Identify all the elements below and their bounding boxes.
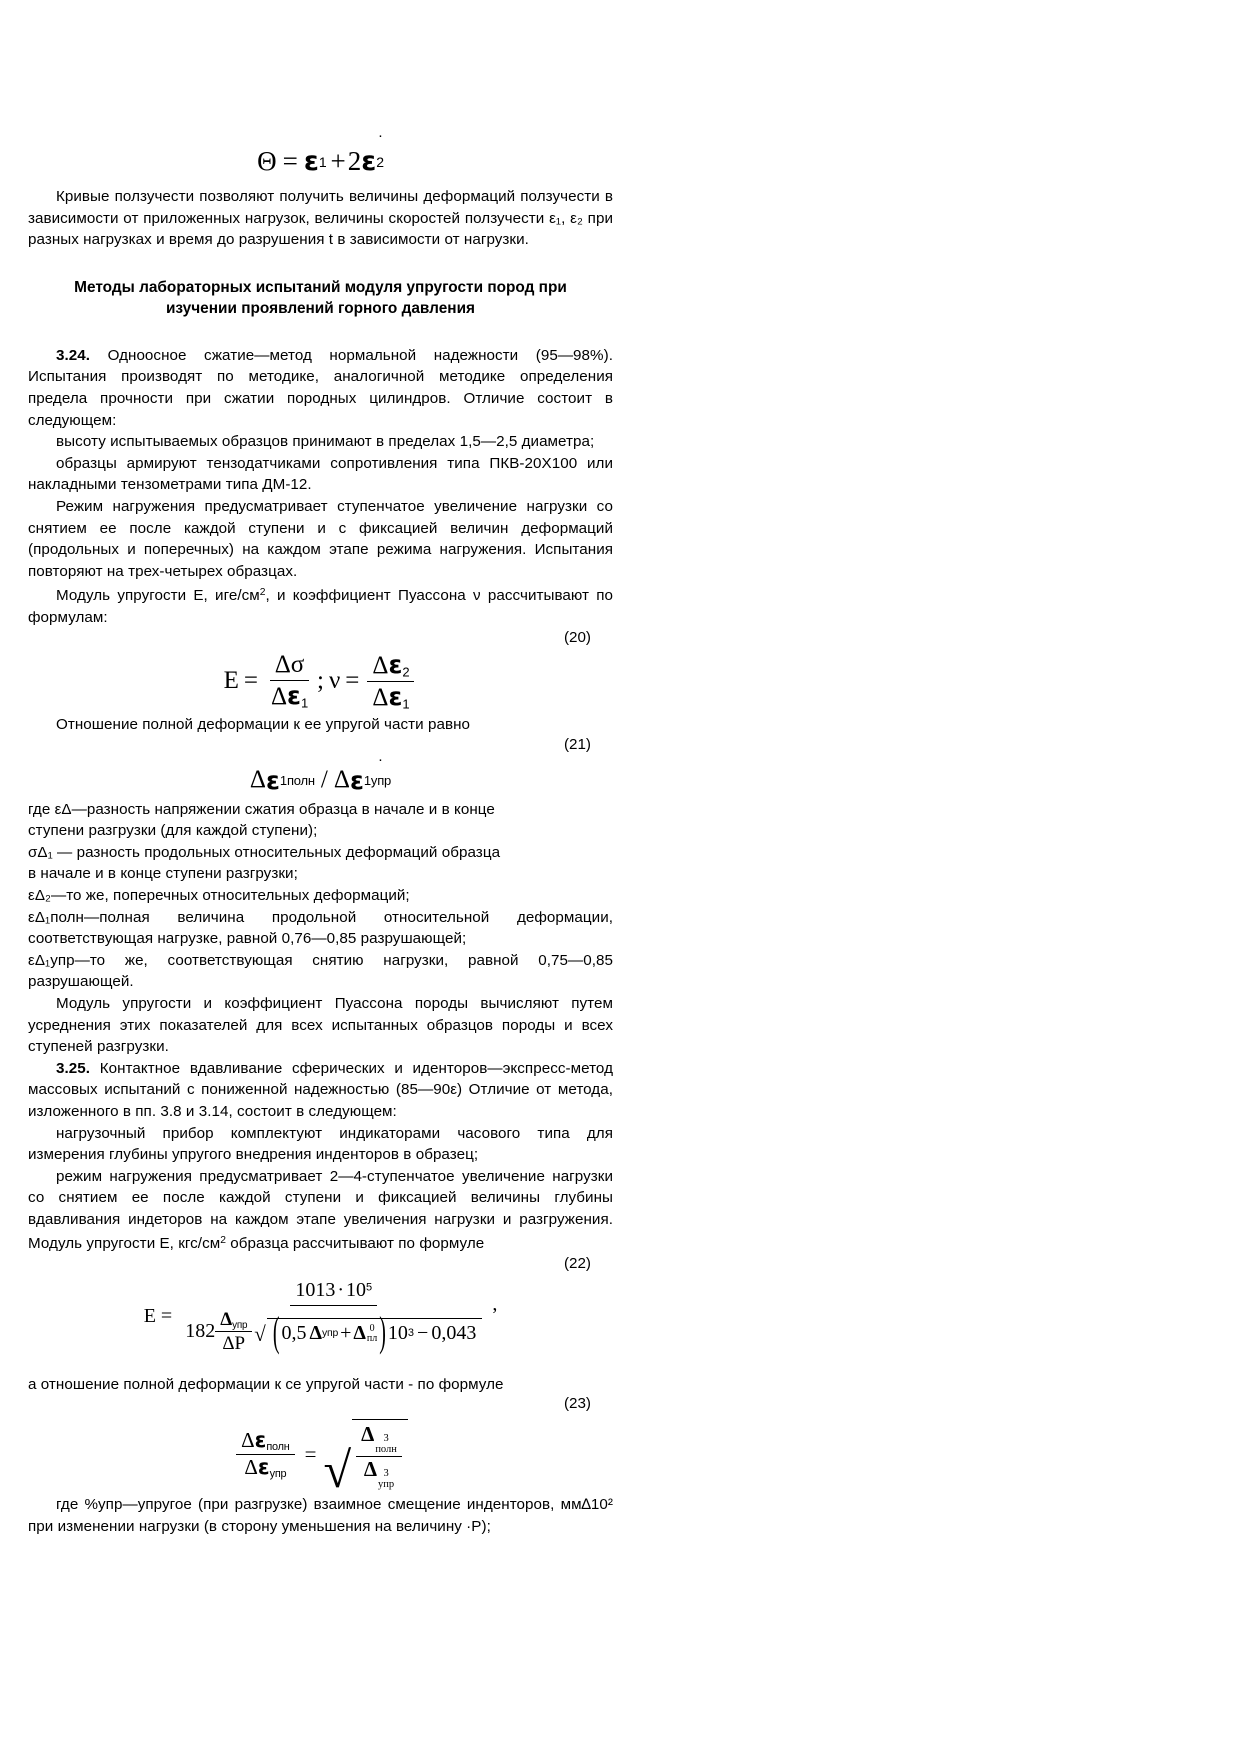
eq20-equals-2: = xyxy=(345,667,360,695)
eq20-numerator: Δσ xyxy=(270,651,310,681)
eq22-inner-delta2: Δ xyxy=(353,1322,366,1345)
eq23-lhs-num-eps: ε xyxy=(254,1428,267,1453)
eq20-n-delta: Δ xyxy=(372,651,389,679)
eq22-inner-delta2-scripts xyxy=(366,1324,377,1344)
eq22-delta-upr xyxy=(215,1309,252,1333)
eq20-right-denominator xyxy=(367,682,414,712)
eq23-r-num-sup: 3 xyxy=(383,1433,389,1445)
eq22-num-base10: 10 xyxy=(346,1279,367,1302)
eq22-coef-182: 182 xyxy=(185,1320,216,1343)
formula-theta-equals: = xyxy=(282,146,298,176)
eq21-delta1: Δ xyxy=(249,766,266,794)
eq23-lhs-den-delta: Δ xyxy=(244,1455,258,1480)
eq23-sqrt xyxy=(323,1419,407,1498)
loading-regime-superscript: 2 xyxy=(220,1235,227,1247)
eq20-fraction-left xyxy=(266,651,313,711)
eq23-lhs-num-sub: полн xyxy=(266,1441,290,1454)
formula-theta xyxy=(28,140,613,177)
eq21-eps2: ε xyxy=(349,765,364,795)
formula-20 xyxy=(28,651,613,712)
eq22-open-paren: ( xyxy=(272,1310,280,1357)
eq20-d-delta: Δ xyxy=(372,683,389,711)
stray-dot-mark-2: . xyxy=(378,747,383,765)
section-heading: Методы лабораторных испытаний модуля упругости пород при изучении проявлений горного давления xyxy=(74,278,567,317)
loading-regime-text-a: режим нагружения предусматривает 2—4-ступенчатое увеличение нагрузки со снятием ее после каждой ступени и фиксацией величины глубины вдавливания индеторов на каждом этапе увеличения нагрузки и разгружения. Модуль упругости Е, кгс/см xyxy=(28,1167,613,1253)
definition-percent-upr: где %упр—упругое (при разгрузке) взаимное смещение инденторов, мм∆10² при изменении нагрузки (в сторону уменьшения на величину ·Р); xyxy=(28,1496,613,1535)
modulus-lead-superscript: 2 xyxy=(259,587,266,599)
eq22-equals: = xyxy=(160,1305,173,1328)
eq22-radicand xyxy=(267,1310,482,1357)
eq22-inner-sub1: упр xyxy=(322,1327,339,1339)
eq20-equals: = xyxy=(243,667,258,695)
paragraph-loading-regime-3-25 xyxy=(28,1166,613,1256)
clause-number-3-24: 3.24. xyxy=(56,346,91,364)
eq22-delta-ratio xyxy=(215,1309,252,1355)
eq22-delta-P: ΔP xyxy=(222,1333,246,1355)
eq22-exp3: 3 xyxy=(407,1327,415,1340)
eq22-num-exp5: 5 xyxy=(366,1281,373,1294)
formula-theta-eps2: ε xyxy=(361,146,377,177)
eq21-sub2: 1упр xyxy=(363,772,392,788)
definition-epsilon-delta: где εΔ—разность напряжении сжатия образца в начале и в конце xyxy=(28,800,495,818)
eq22-num-cdot: · xyxy=(337,1279,345,1302)
eq22-inner-sup2: 0 xyxy=(369,1322,375,1334)
spacer-2 xyxy=(28,1359,613,1374)
paragraph-3-25 xyxy=(28,1058,613,1123)
paragraph-averaging: Модуль упругости и коэффициент Пуассона породы вычисляют путем усреднения этих показателей для всех испытанных образцов породы и всех ступеней разгрузки. xyxy=(28,994,613,1056)
eq23-left-fraction xyxy=(236,1429,295,1481)
eq23-r-den-delta: Δ xyxy=(363,1457,378,1482)
clause-text-3-24: Одноосное сжатие—метод нормальной надежности (95—98%). Испытания производят по методике, аналогичной методике определения предела прочности при сжатии породных цилиндров. Отличие состоит в следующем: xyxy=(28,346,613,429)
formula-theta-sub1: 1 xyxy=(318,153,327,170)
eq20-d-eps: ε xyxy=(388,681,403,711)
eq22-const: 0,043 xyxy=(431,1322,477,1345)
stray-dot-mark: . xyxy=(378,124,383,141)
eq22-half: 0,5 xyxy=(281,1322,307,1345)
formula-theta-coef: 2 xyxy=(347,146,362,176)
eq22-E: E xyxy=(143,1305,156,1328)
loading-regime-text-b: образца рассчитывают по формуле xyxy=(226,1235,485,1253)
eq20-n-eps: ε xyxy=(388,649,403,679)
paragraph-creep-curves: Кривые ползучести позволяют получить величины деформаций ползучести в зависимости от приложенных нагрузок, величины скоростей ползучести ε₁, ε₂ при разных нагрузках и время до разрушения t в зависимости от нагрузки. xyxy=(28,188,613,249)
eq20-right-numerator xyxy=(367,651,414,682)
eq22-numerator xyxy=(290,1279,377,1305)
formula-theta-lhs: Θ xyxy=(257,146,277,176)
eq22-radical-sign: √ xyxy=(254,1321,266,1346)
eq22-sqrt xyxy=(254,1310,482,1357)
eq20-denominator xyxy=(266,681,313,711)
eq21-delta2: Δ xyxy=(333,766,350,794)
eq20-n-sub: 2 xyxy=(402,664,410,680)
eq23-r-num-sub: полн xyxy=(375,1443,397,1455)
modulus-lead-a: Модуль упругости Е, иге/см xyxy=(56,587,260,605)
eq23-equals: = xyxy=(304,1442,317,1467)
eq20-d-sub: 1 xyxy=(402,696,410,712)
eq23-r-den-sup: 3 xyxy=(383,1468,389,1480)
eq23-r-num-delta: Δ xyxy=(361,1422,375,1447)
eq23-left-numerator xyxy=(236,1429,295,1455)
eq21-sub1: 1полн xyxy=(279,772,315,788)
spacer xyxy=(28,177,613,186)
eq23-lhs-num-delta: Δ xyxy=(241,1428,255,1453)
eq23-r-den-sub: упр xyxy=(378,1478,395,1490)
paragraph-modulus-lead xyxy=(28,582,613,628)
eq22-inner-delta1: Δ xyxy=(309,1322,323,1345)
eq22-trailing-comma: , xyxy=(492,1293,498,1316)
eq22-delta-upr-symbol: Δ xyxy=(220,1308,233,1330)
formula-theta-eps1: ε xyxy=(303,146,319,177)
formula-22 xyxy=(28,1279,613,1357)
eq23-r-den-scripts xyxy=(377,1469,394,1490)
eq23-left-denominator xyxy=(239,1455,291,1480)
eq23-r-num-scripts xyxy=(374,1434,397,1455)
eq20-den-eps: ε xyxy=(287,681,301,711)
eq22-inner-sub2: пл xyxy=(366,1332,378,1344)
paragraph-indicator-device: нагрузочный прибор комплектуют индикаторами часового типа для измерения глубины упругого внедрения инденторов в образец; xyxy=(28,1124,613,1164)
eq23-inner-denominator xyxy=(359,1457,399,1490)
formula-theta-sub2: 2 xyxy=(376,153,384,170)
eq23-inner-numerator xyxy=(356,1423,402,1457)
eq21-slash: / xyxy=(320,766,328,794)
paragraph-ratio-lead-2: а отношение полной деформации к се упругой части - по формуле xyxy=(28,1375,504,1393)
eq20-den-delta: Δ xyxy=(270,683,288,711)
equation-number-21: (21) xyxy=(563,735,591,753)
eq20-E: E xyxy=(223,667,239,695)
eq22-plus: + xyxy=(340,1322,352,1345)
page-content xyxy=(28,124,613,1537)
paragraph-item-gauges: образцы армируют тензодатчиками сопротивления типа ПКВ-20Х100 или накладными тензометрами типа ДМ-12. xyxy=(28,454,613,494)
paragraph-item-height: высоту испытываемых образцов принимают в пределах 1,5—2,5 диаметра; xyxy=(56,433,595,451)
eq22-main-fraction xyxy=(180,1279,487,1357)
clause-number-3-25: 3.25. xyxy=(56,1059,91,1077)
modulus-lead-b: , и коэффициент Пуассона ν рассчитывают по формулам: xyxy=(28,587,613,627)
eq22-num-1013: 1013 xyxy=(295,1279,336,1302)
definition-epsilon-delta-1-upr: εΔ₁упр—то же, соответствующая снятию нагрузки, равной 0,75—0,85 разрушающей. xyxy=(28,951,613,991)
formula-theta-plus: + xyxy=(330,146,346,176)
eq20-fraction-right xyxy=(367,651,414,712)
definition-epsilon-delta-2: εΔ₂—то же, поперечных относительных деформаций; xyxy=(28,886,410,904)
equation-number-22: (22) xyxy=(563,1255,591,1273)
definition-epsilon-delta-cont: ступени разгрузки (для каждой ступени); xyxy=(28,822,318,840)
eq23-radical-sign: √ xyxy=(323,1441,352,1498)
eq20-nu: ν xyxy=(328,667,341,695)
clause-text-3-25: Контактное вдавливание сферических и иденторов—экспресс-метод массовых испытаний с пониженной надежностью (85—90ε) Отличие от метода, изложенного в пп. 3.8 и 3.14, состоит в следующем: xyxy=(28,1059,613,1120)
eq22-ten: 10 xyxy=(387,1322,408,1345)
definition-sigma-delta-1: σΔ₁ — разность продольных относительных деформаций образца xyxy=(28,843,501,861)
eq23-radicand xyxy=(352,1419,408,1490)
eq20-semicolon: ; xyxy=(317,667,324,695)
eq22-denominator xyxy=(180,1306,487,1355)
eq23-lhs-den-eps: ε xyxy=(257,1455,270,1480)
equation-number-20: (20) xyxy=(563,628,591,646)
formula-21 xyxy=(28,766,613,795)
eq22-delta-upr-sub: упр xyxy=(232,1319,248,1331)
eq22-close-paren: ) xyxy=(379,1310,386,1357)
formula-23 xyxy=(28,1419,613,1498)
eq23-inner-fraction xyxy=(356,1423,402,1490)
eq23-lhs-den-sub: упр xyxy=(269,1468,287,1481)
paragraph-ratio-lead: Отношение полной деформации к ее упругой части равно xyxy=(56,716,471,733)
eq20-den-sub: 1 xyxy=(300,695,308,711)
eq22-minus: − xyxy=(417,1322,429,1345)
eq21-eps1: ε xyxy=(266,765,280,795)
definition-epsilon-delta-1-poln: εΔ₁полн—полная величина продольной относительной деформации, соответствующая нагрузке, равной 0,76—0,85 разрушающей; xyxy=(28,908,613,948)
paragraph-item-loading-mode: Режим нагружения предусматривает ступенчатое увеличение нагрузки со снятием ее после каждой ступени и с фиксацией величин деформаций (продольных и поперечных) на каждом этапе режима нагружения. Испытания повторяют на трех-четырех образцах. xyxy=(28,497,613,580)
equation-number-23: (23) xyxy=(563,1395,591,1413)
definition-sigma-delta-1-cont: в начале и в конце ступени разгрузки; xyxy=(28,865,298,883)
paragraph-3-24 xyxy=(28,345,613,431)
